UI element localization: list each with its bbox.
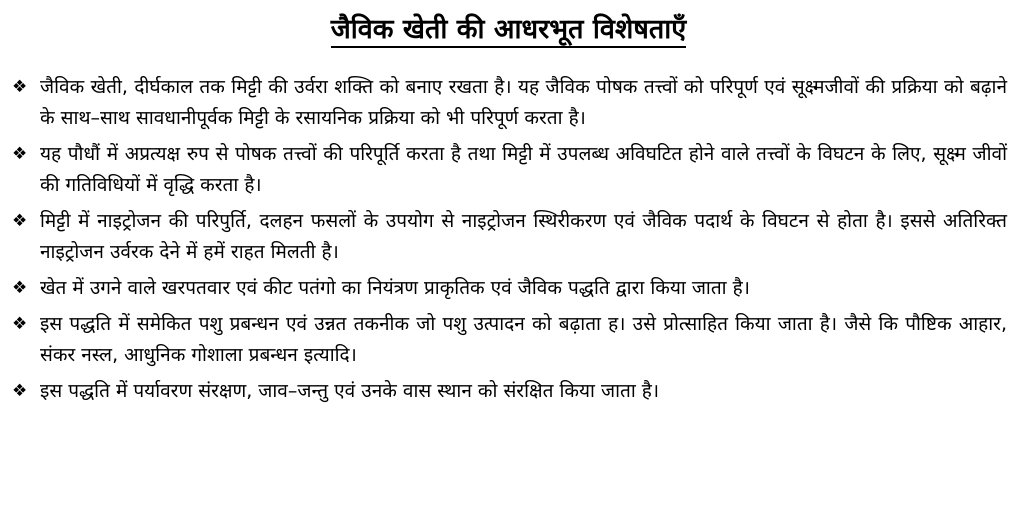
page-title — [10, 10, 1007, 50]
list-item-text: यह पौधौं में अप्रत्यक्ष रुप से पोषक तत्त्वों की परिपूर्ति करता है तथा मिट्टी में उपलब्ध अविघटित होने वाले तत्त्वों के विघटन के लिए, सूक्ष्म जीवों की गतिविधियों में वृद्धि करता है। — [40, 143, 1007, 196]
list-item — [10, 309, 1007, 371]
list-item-text: इस पद्धति में पर्यावरण संरक्षण, जाव–जन्तु एवं उनके वास स्थान को संरक्षित किया जाता है। — [40, 380, 660, 402]
list-item-text: मिट्टी में नाइट्रोजन की परिपुर्ति, दलहन फसलों के उपयोग से नाइट्रोजन स्थिरीकरण एवं जैविक पदार्थ के विघटन से होता है। इससे अतिरिक्त नाइट्रोजन उर्वरक देने में हमें राहत मिलती है। — [40, 210, 1007, 263]
diamond-bullet-icon: ❖ — [12, 278, 28, 298]
list-item — [10, 273, 1007, 304]
diamond-bullet-icon: ❖ — [12, 211, 28, 231]
page-title-text: जैविक खेती की आधरभूत विशेषताएँ — [331, 14, 686, 48]
diamond-bullet-icon: ❖ — [12, 144, 28, 164]
list-item-text: जैविक खेती, दीर्घकाल तक मिट्टी की उर्वरा शक्ति को बनाए रखता है। यह जैविक पोषक तत्त्वों को परिपूर्ण एवं सूक्ष्मजीवों की प्रक्रिया को बढ़ाने के साथ–साथ सावधानीपूर्वक मिट्टी के रसायनिक प्रक्रिया को भी परिपूर्ण करता है। — [40, 76, 1007, 129]
list-item — [10, 376, 1007, 407]
diamond-bullet-icon: ❖ — [12, 77, 28, 97]
list-item-text: खेत में उगने वाले खरपतवार एवं कीट पतंगो का नियंत्रण प्राकृतिक एवं जैविक पद्धति द्वारा किया जाता है। — [40, 277, 750, 299]
list-item-text: इस पद्धति में समेकित पशु प्रबन्धन एवं उन्नत तकनीक जो पशु उत्पादन को बढ़ाता ह। उसे प्रोत्साहित किया जाता है। जैसे कि पौष्टिक आहार, संकर नस्ल, आधुनिक गोशाला प्रबन्धन इत्यादि। — [40, 313, 1007, 366]
diamond-bullet-icon: ❖ — [12, 381, 28, 401]
diamond-bullet-icon: ❖ — [12, 314, 28, 334]
feature-list — [10, 72, 1007, 407]
list-item — [10, 206, 1007, 268]
list-item — [10, 72, 1007, 134]
list-item — [10, 139, 1007, 201]
